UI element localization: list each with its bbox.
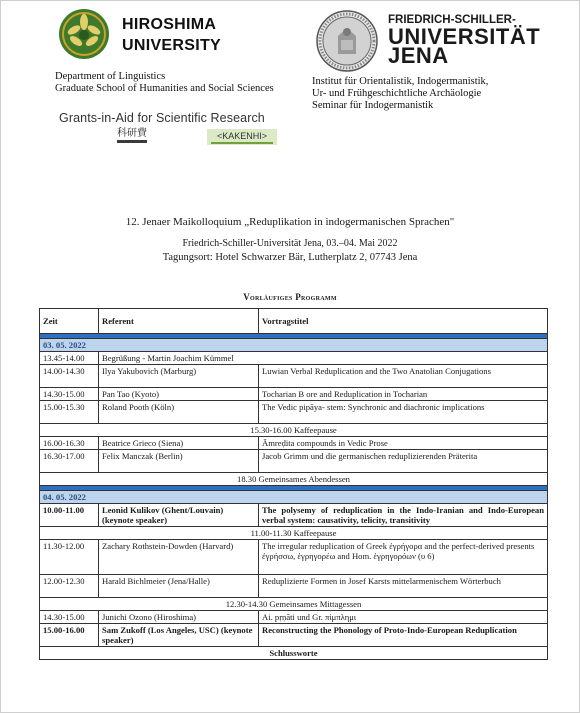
row-speaker: Begrüßung - Martin Joachim Kümmel xyxy=(99,352,548,365)
row-title: Luwian Verbal Reduplication and the Two Anatolian Conjugations xyxy=(259,365,548,388)
hu-department xyxy=(55,71,274,95)
day-row xyxy=(40,491,548,504)
row-title: Reduplizierte Formen in Josef Karsts mittelarmenischem Wörterbuch xyxy=(259,575,548,598)
kakenhi-logo xyxy=(55,111,277,147)
table-row xyxy=(40,365,548,388)
row-title: Tocharian B ore and Reduplication in Tocharian xyxy=(259,388,548,401)
row-title: Reconstructing the Phonology of Proto-Indo-European Reduplication xyxy=(259,624,548,647)
hu-dept-line2: Graduate School of Humanities and Social Sciences xyxy=(55,83,274,94)
fsu-name-line2: UNIVERSITÄT xyxy=(388,24,541,49)
event-venue: Tagungsort: Hotel Schwarzer Bär, Lutherplatz 2, 07743 Jena xyxy=(162,252,418,263)
lunch: 12.30-14.30 Gemeinsames Mittagessen xyxy=(40,598,548,611)
row-speaker: Roland Pooth (Köln) xyxy=(99,401,259,424)
grants-kakenhi: <KAKENHI> xyxy=(207,129,277,145)
row-time: 15.00-16.00 xyxy=(40,624,99,647)
keynote-row xyxy=(40,624,548,647)
grants-title: Grants-in-Aid for Scientific Research xyxy=(59,111,265,125)
keynote-row xyxy=(40,504,548,527)
event-dates: Friedrich-Schiller-Universität Jena, 03.–04. Mai 2022 xyxy=(182,238,398,249)
table-row xyxy=(40,388,548,401)
coffee-break: 11.00-11.30 Kaffeepause xyxy=(40,527,548,540)
row-time: 14.00-14.30 xyxy=(40,365,99,388)
row-title: Āmreḍita compounds in Vedic Prose xyxy=(259,437,548,450)
fsu-inst-line3: Seminar für Indogermanistik xyxy=(312,100,434,111)
table-header-row xyxy=(40,309,548,334)
row-speaker: Harald Bichlmeier (Jena/Halle) xyxy=(99,575,259,598)
row-time: 14.30-15.00 xyxy=(40,388,99,401)
hu-name-line1: HIROSHIMA xyxy=(122,16,217,33)
break-row xyxy=(40,527,548,540)
fsu-inst-line2: Ur- und Frühgeschichtliche Archäologie xyxy=(312,88,482,99)
fsu-name-line1: FRIEDRICH-SCHILLER- xyxy=(388,14,516,26)
header-vortragstitel: Vortragstitel xyxy=(259,309,548,334)
row-title: The polysemy of reduplication in the Indo-Iranian and Indo-European verbal system: causativity, telicity, transitivity xyxy=(259,504,548,527)
day1-date: 03. 05. 2022 xyxy=(40,339,548,352)
hiroshima-university-name xyxy=(122,14,221,56)
row-speaker: Junichi Ozono (Hiroshima) xyxy=(99,611,259,624)
row-title: The Vedic pipāya- stem: Synchronic and diachronic implications xyxy=(259,401,548,424)
fsu-institute xyxy=(312,76,488,112)
dinner: 18.30 Gemeinsames Abendessen xyxy=(40,473,548,486)
header-zeit: Zeit xyxy=(40,309,99,334)
row-time: 16.00-16.30 xyxy=(40,437,99,450)
row-speaker: Sam Zukoff (Los Angeles, USC) (keynote speaker) xyxy=(99,624,259,647)
table-row xyxy=(40,352,548,365)
row-time: 14.30-15.00 xyxy=(40,611,99,624)
row-speaker: Beatrice Grieco (Siena) xyxy=(99,437,259,450)
row-speaker: Zachary Rothstein-Dowden (Harvard) xyxy=(99,540,259,575)
fsu-name-line3: JENA xyxy=(388,43,449,68)
coffee-break: 15.30-16.00 Kaffeepause xyxy=(40,424,548,437)
closing-words: Schlussworte xyxy=(40,647,548,660)
fsu-jena-seal-icon xyxy=(316,10,378,72)
hiroshima-university-emblem-icon xyxy=(58,8,110,60)
event-title: 12. Jenaer Maikolloquium „Reduplikation in indogermanischen Sprachen" xyxy=(125,216,455,228)
day-row xyxy=(40,339,548,352)
program-heading: Vorläufiges Programm xyxy=(243,292,337,302)
break-row xyxy=(40,424,548,437)
grants-kanji: 科研費 xyxy=(117,128,147,143)
row-title: Ai. pṛṇāti und Gr. πίμπλημι xyxy=(259,611,548,624)
hu-name-line2: UNIVERSITY xyxy=(122,37,222,54)
hu-dept-line1: Department of Linguistics xyxy=(55,71,166,82)
row-speaker: Felix Manczak (Berlin) xyxy=(99,450,259,473)
break-row xyxy=(40,598,548,611)
row-time: 12.00-12.30 xyxy=(40,575,99,598)
row-time: 10.00-11.00 xyxy=(40,504,99,527)
row-time: 16.30-17.00 xyxy=(40,450,99,473)
closing-row xyxy=(40,647,548,660)
table-row xyxy=(40,540,548,575)
header-referent: Referent xyxy=(99,309,259,334)
row-speaker: Leonid Kulikov (Ghent/Louvain) (keynote speaker) xyxy=(99,504,259,527)
fsu-inst-line1: Institut für Orientalistik, Indogermanistik, xyxy=(312,76,489,87)
table-row xyxy=(40,611,548,624)
break-row xyxy=(40,473,548,486)
program-table xyxy=(39,308,548,660)
row-time: 15.00-15.30 xyxy=(40,401,99,424)
row-time: 11.30-12.00 xyxy=(40,540,99,575)
row-speaker: Ilya Yakubovich (Marburg) xyxy=(99,365,259,388)
row-time: 13.45-14.00 xyxy=(40,352,99,365)
table-row xyxy=(40,401,548,424)
table-row xyxy=(40,437,548,450)
table-row xyxy=(40,575,548,598)
table-row xyxy=(40,450,548,473)
row-title: The irregular reduplication of Greek ἐγρήγορα and the perfect-derived presents ἐγρήσσω, ἐγρηγορέω and Hom. ἐγρηγορόων (υ 6) xyxy=(259,540,548,575)
day2-date: 04. 05. 2022 xyxy=(40,491,548,504)
row-title: Jacob Grimm und die germanischen reduplizierenden Präterita xyxy=(259,450,548,473)
row-speaker: Pan Tao (Kyoto) xyxy=(99,388,259,401)
